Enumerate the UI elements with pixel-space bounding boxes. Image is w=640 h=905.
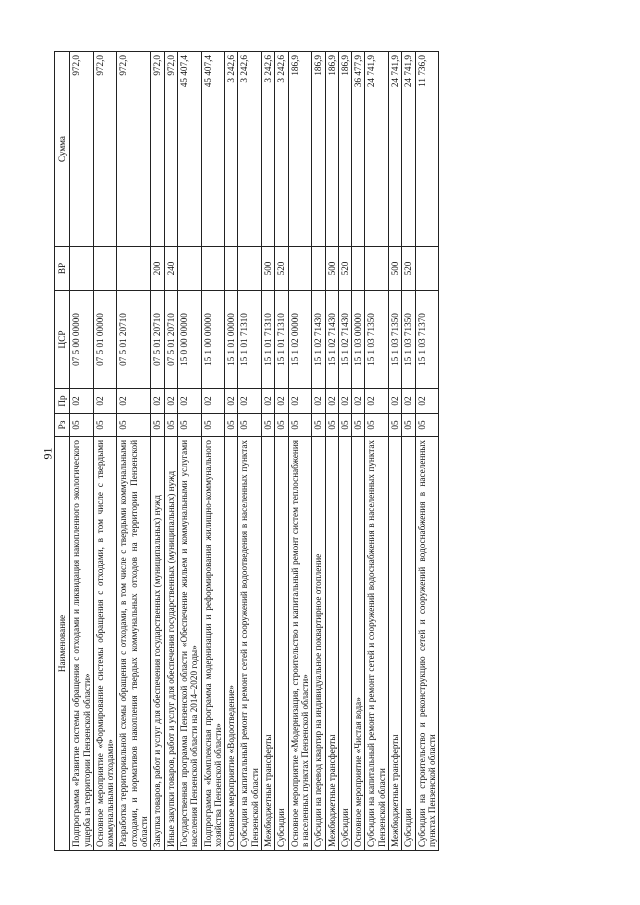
cell-rz: 05 [288,414,312,437]
cell-csr: 15 1 03 71350 [365,291,389,389]
table-row [402,52,415,851]
header-row [55,52,70,851]
cell-sum: 45 407,4 [177,52,201,247]
table-row [275,52,288,851]
cell-csr: 15 1 03 71350 [389,291,402,389]
cell-csr: 07 5 01 00000 [93,291,117,389]
cell-pr: 02 [164,389,177,414]
cell-pr: 02 [151,389,164,414]
cell-vr [201,247,225,291]
cell-pr: 02 [338,389,351,414]
cell-name: Подпрограмма «Комплексная программа модернизации и реформирования жилищно-коммунального хозяйства Пензенской области» [201,437,225,851]
cell-rz: 05 [117,414,151,437]
cell-name: Субсидии на капитальный ремонт и ремонт сетей и сооружений водоснабжения в населенных пунктах Пензенской области [365,437,389,851]
cell-pr: 02 [365,389,389,414]
cell-rz: 05 [325,414,338,437]
cell-name: Основное мероприятие «Модернизация, строительство и капитальный ремонт систем теплоснабжения в населенных пунктах Пензенской области» [288,437,312,851]
cell-rz: 05 [338,414,351,437]
cell-vr: 520 [275,247,288,291]
cell-name: Основное мероприятие «Чистая вода» [352,437,365,851]
table-row [201,52,225,851]
cell-csr: 15 1 02 71430 [325,291,338,389]
cell-vr [225,247,238,291]
cell-rz: 05 [177,414,201,437]
cell-csr: 15 1 02 71430 [312,291,325,389]
cell-vr [70,247,94,291]
cell-vr [365,247,389,291]
cell-csr: 15 0 00 00000 [177,291,201,389]
rotated-page-content [54,52,551,851]
cell-sum: 3 242,6 [225,52,238,247]
cell-sum: 24 741,9 [389,52,402,247]
table-row [262,52,275,851]
cell-csr: 07 5 01 20710 [151,291,164,389]
cell-csr: 15 1 03 71370 [415,291,439,389]
cell-sum: 24 741,9 [365,52,389,247]
cell-rz: 05 [93,414,117,437]
cell-sum: 186,9 [325,52,338,247]
cell-csr: 07 5 01 20710 [117,291,151,389]
table-row [70,52,94,851]
table-body [70,52,439,851]
header-csr: ЦСР [55,291,70,389]
table-row [238,52,262,851]
cell-name: Субсидии [402,437,415,851]
table-row [93,52,117,851]
cell-name: Основное мероприятие «Формирование системы обращения с отходами, в том числе с твердыми коммунальными отходами» [93,437,117,851]
cell-vr: 240 [164,247,177,291]
cell-name: Разработка территориальной схемы обращения с отходами, в том числе с твердыми коммунальными отходами, и нормативов накопления твердых коммунальных отходов на территории Пензенской области [117,437,151,851]
cell-sum: 11 736,0 [415,52,439,247]
cell-rz: 05 [238,414,262,437]
cell-pr: 02 [288,389,312,414]
cell-rz: 05 [201,414,225,437]
cell-vr: 500 [389,247,402,291]
cell-pr: 02 [225,389,238,414]
cell-sum: 3 242,6 [238,52,262,247]
table-row [117,52,151,851]
table-row [151,52,164,851]
cell-pr: 02 [70,389,94,414]
cell-name: Закупка товаров, работ и услуг для обеспечения государственных (муниципальных) нужд [151,437,164,851]
cell-sum: 45 407,4 [201,52,225,247]
cell-csr: 15 1 01 71310 [275,291,288,389]
cell-vr [177,247,201,291]
cell-csr: 15 1 01 71310 [238,291,262,389]
cell-sum: 186,9 [312,52,325,247]
cell-name: Иные закупки товаров, работ и услуг для обеспечения государственных (муниципальных) нужд [164,437,177,851]
cell-pr: 02 [262,389,275,414]
cell-csr: 15 1 02 71430 [338,291,351,389]
cell-pr: 02 [352,389,365,414]
cell-pr: 02 [177,389,201,414]
cell-rz: 05 [415,414,439,437]
cell-name: Межбюджетные трансферты [389,437,402,851]
cell-pr: 02 [389,389,402,414]
cell-sum: 972,0 [70,52,94,247]
cell-pr: 02 [325,389,338,414]
cell-rz: 05 [312,414,325,437]
table-row [225,52,238,851]
table-row [365,52,389,851]
table-row [338,52,351,851]
header-pr: Пр [55,389,70,414]
cell-name: Субсидии на строительство и реконструкцию сетей и сооружений водоснабжения в населенных пунктах Пензенской области [415,437,439,851]
cell-vr [117,247,151,291]
cell-name: Субсидии [275,437,288,851]
table-row [288,52,312,851]
table-row [415,52,439,851]
cell-vr [238,247,262,291]
cell-name: Субсидии [338,437,351,851]
cell-sum: 36 477,9 [352,52,365,247]
cell-vr: 500 [262,247,275,291]
cell-name: Межбюджетные трансферты [262,437,275,851]
cell-pr: 02 [238,389,262,414]
cell-csr: 15 1 03 71350 [402,291,415,389]
cell-sum: 3 242,6 [275,52,288,247]
cell-csr: 15 1 00 00000 [201,291,225,389]
cell-pr: 02 [93,389,117,414]
cell-vr [288,247,312,291]
cell-vr: 520 [338,247,351,291]
cell-pr: 02 [415,389,439,414]
cell-rz: 05 [262,414,275,437]
cell-rz: 05 [275,414,288,437]
table-row [312,52,325,851]
table-row [177,52,201,851]
cell-rz: 05 [352,414,365,437]
cell-vr [312,247,325,291]
cell-name: Основное мероприятие «Водоотведение» [225,437,238,851]
cell-pr: 02 [402,389,415,414]
cell-name: Подпрограмма «Развитие системы обращения с отходами и ликвидация накопленного экологического ущерба на территории Пензенской области» [70,437,94,851]
table-header [55,52,70,851]
cell-pr: 02 [117,389,151,414]
cell-csr: 07 5 00 00000 [70,291,94,389]
cell-name: Государственная программа Пензенской области «Обеспечение жильем и коммунальными услугами населения Пензенской области на 2014–2020 годы» [177,437,201,851]
header-vr: ВР [55,247,70,291]
cell-pr: 02 [312,389,325,414]
cell-csr: 15 1 01 71310 [262,291,275,389]
budget-table [54,51,439,851]
cell-rz: 05 [389,414,402,437]
cell-name: Субсидии на перевод квартир на индивидуальное поквартирное отопление [312,437,325,851]
cell-sum: 24 741,9 [402,52,415,247]
cell-name: Субсидии на капитальный ремонт и ремонт сетей и сооружений водоотведения в населенных пунктах Пензенской области [238,437,262,851]
cell-rz: 05 [225,414,238,437]
cell-vr [415,247,439,291]
cell-vr: 200 [151,247,164,291]
cell-csr: 15 1 01 00000 [225,291,238,389]
cell-pr: 02 [201,389,225,414]
cell-sum: 972,0 [151,52,164,247]
table-row [352,52,365,851]
cell-sum: 972,0 [93,52,117,247]
cell-sum: 972,0 [117,52,151,247]
header-rz: Рз [55,414,70,437]
cell-pr: 02 [275,389,288,414]
table-row [325,52,338,851]
table-row [164,52,177,851]
cell-rz: 05 [402,414,415,437]
cell-name: Межбюджетные трансферты [325,437,338,851]
header-sum: Сумма [55,52,70,247]
header-name: Наименование [55,437,70,851]
cell-rz: 05 [164,414,177,437]
cell-csr: 15 1 02 00000 [288,291,312,389]
cell-csr: 15 1 03 00000 [352,291,365,389]
cell-rz: 05 [151,414,164,437]
cell-sum: 186,9 [338,52,351,247]
cell-csr: 07 5 01 20710 [164,291,177,389]
cell-rz: 05 [70,414,94,437]
table-row [389,52,402,851]
cell-rz: 05 [365,414,389,437]
cell-sum: 186,9 [288,52,312,247]
page-number: 91 [40,447,55,460]
cell-sum: 972,0 [164,52,177,247]
cell-vr: 520 [402,247,415,291]
cell-vr [93,247,117,291]
cell-vr: 500 [325,247,338,291]
cell-sum: 3 242,6 [262,52,275,247]
cell-vr [352,247,365,291]
